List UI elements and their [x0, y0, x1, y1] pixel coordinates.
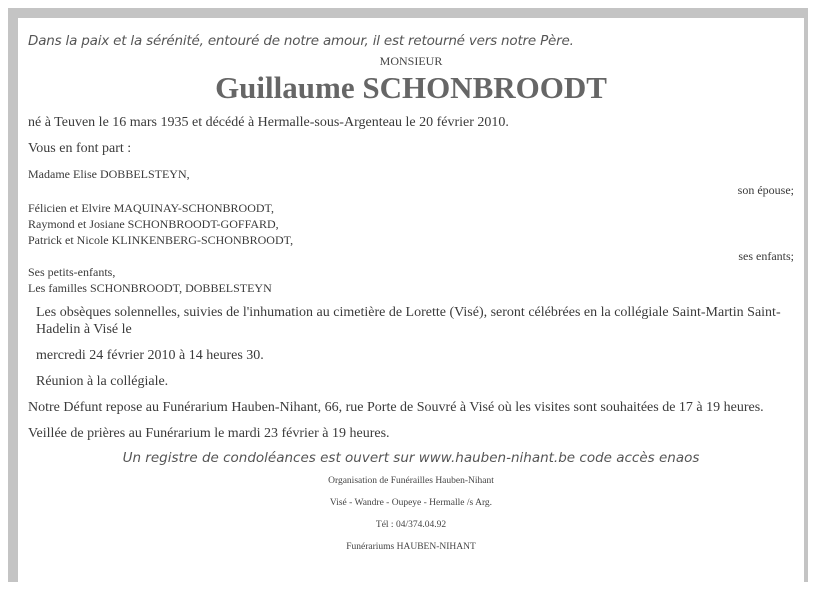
title-label: MONSIEUR — [379, 54, 443, 68]
birth-death-line: né à Teuven le 16 mars 1935 et décédé à Hermalle-sous-Argenteau le 20 février 2010. — [28, 115, 509, 130]
children-role: ses enfants; — [738, 249, 794, 263]
deceased-name: Guillaume SCHONBROODT — [215, 70, 607, 105]
footer-locations: Visé - Wandre - Oupeye - Hermalle /s Arg. — [329, 498, 493, 508]
child-line: Raymond et Josiane SCHONBROODT-GOFFARD, — [28, 217, 279, 231]
notice-frame — [8, 8, 808, 582]
grandchildren-line: Ses petits-enfants, — [28, 265, 116, 279]
announce-line: Vous en font part : — [28, 141, 132, 156]
footer-org: Organisation de Funérailles Hauben-Nihant — [328, 476, 494, 486]
meeting-text: Réunion à la collégiale. — [36, 374, 169, 389]
spouse-name: Madame Elise DOBBELSTEYN, — [28, 167, 190, 181]
rest-text: Notre Défunt repose au Funérarium Hauben-Nihant, 66, rue Porte de Souvré à Visé où les visites sont souhaitées de 17 à 19 heures. — [28, 400, 764, 415]
funeral-date: mercredi 24 février 2010 à 14 heures 30. — [36, 348, 264, 363]
child-line: Patrick et Nicole KLINKENBERG-SCHONBROODT, — [28, 233, 294, 247]
intro-text: Dans la paix et la sérénité, entouré de notre amour, il est retourné vers notre Père. — [28, 33, 574, 49]
registry-text: Un registre de condoléances est ouvert sur www.hauben-nihant.be code accès enaos — [122, 450, 700, 466]
families-line: Les familles SCHONBROODT, DOBBELSTEYN — [28, 281, 272, 295]
vigil-text: Veillée de prières au Funérarium le mardi 23 février à 19 heures. — [28, 426, 390, 441]
family-block — [28, 166, 794, 296]
obituary-card — [18, 18, 804, 584]
spouse-role: son épouse; — [737, 183, 794, 197]
footer-tel: Tél : 04/374.04.92 — [375, 520, 447, 530]
child-line: Félicien et Elvire MAQUINAY-SCHONBROODT, — [28, 201, 274, 215]
funeral-text: Les obsèques solennelles, suivies de l'inhumation au cimetière de Lorette (Visé), seront célébrées en la collégiale Saint-Martin Saint-Hadelin à Visé le — [36, 305, 781, 337]
footer-funerariums: Funérariums HAUBEN-NIHANT — [346, 542, 476, 552]
